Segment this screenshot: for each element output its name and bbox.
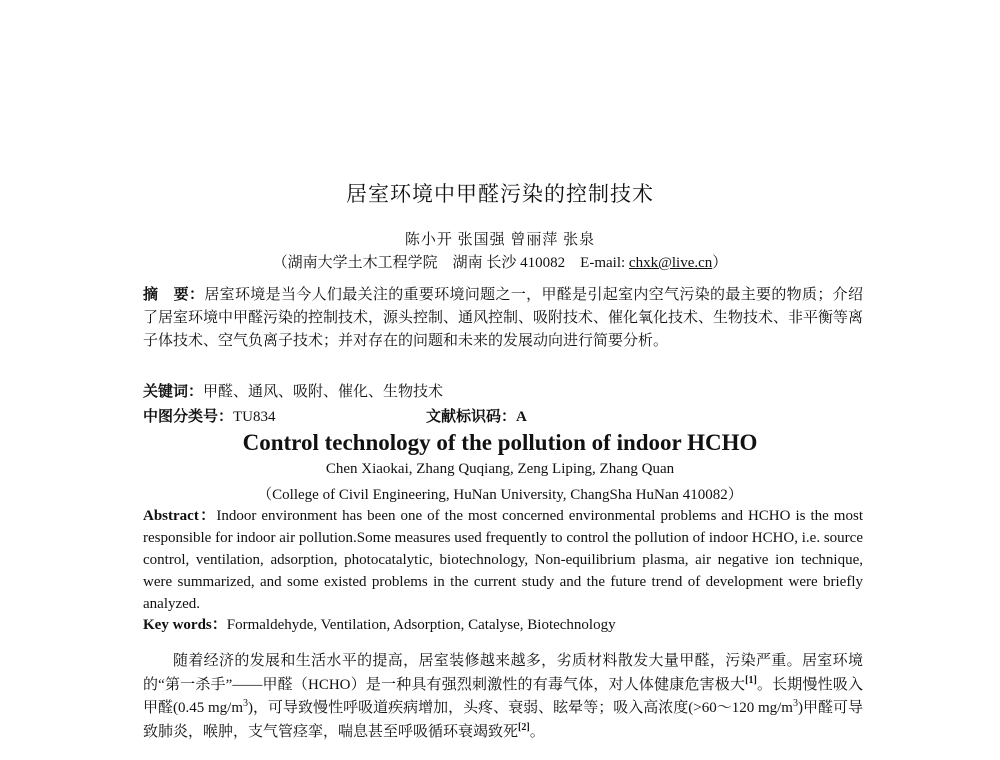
english-affiliation: （College of Civil Engineering, HuNan University, ChangSha HuNan 410082）	[257, 487, 743, 503]
chinese-title: 居室环境中甲醛污染的控制技术	[346, 182, 654, 206]
reference-2[interactable]: [2]	[518, 721, 530, 733]
author-email-link[interactable]: chxk@live.cn	[628, 255, 713, 271]
chinese-keywords	[143, 381, 863, 403]
english-keywords-text: Formaldehyde, Ventilation, Adsorption, Catalyse, Biotechnology	[226, 617, 616, 633]
body-text-part: )，可导致慢性呼吸道疾病增加，头疼、衰弱、眩晕等；吸入高浓度(>60～120 mg/m	[248, 700, 793, 716]
english-title: Control technology of the pollution of indoor HCHO	[242, 430, 758, 455]
document-code-value: A	[516, 409, 527, 425]
body-paragraph	[143, 650, 863, 744]
chinese-affiliation-text: （湖南大学土木工程学院 湖南 长沙 410082 E-mail:	[272, 255, 629, 271]
classification-line	[143, 406, 863, 428]
body-text-part: 。长期慢性吸入甲醛(0.45 mg/m	[143, 676, 863, 716]
english-abstract-label: Abstract：	[143, 508, 217, 524]
chinese-keywords-label: 关键词：	[143, 384, 204, 400]
body-text-part: 。	[529, 723, 545, 740]
document-code	[426, 406, 527, 428]
superscript-3: 3	[243, 698, 249, 709]
chinese-authors: 陈小开 张国强 曾丽萍 张泉	[404, 232, 596, 248]
body-text-part: 随着经济的发展和生活水平的提高，居室装修越来越多，劣质材料散发大量甲醛，污染严重。居室环境的“第一杀手”——甲醛（HCHO）是一种具有强烈刺激性的有毒气体，对人体健康危害极大	[143, 653, 863, 693]
classification-label: 中图分类号：	[143, 409, 234, 425]
english-keywords	[143, 614, 863, 636]
english-abstract	[143, 505, 863, 615]
chinese-affiliation-close: ）	[712, 255, 728, 271]
english-abstract-text: Indoor environment has been one of the most concerned environmental problems and HCHO is the most responsible for indoor air pollution.Some measures used frequently to control the pollution of indoor HCHO, i.e. source control, ventilation, adsorption, photocatalytic, biotechnology, Non-equilibrium plasma, air negative ion technique, were summarized, and some existed problems in the current study and the future trend of development were briefly analyzed.	[143, 508, 863, 612]
english-authors: Chen Xiaokai, Zhang Quqiang, Zeng Liping, Zhang Quan	[325, 461, 675, 477]
chinese-abstract-text: 居室环境是当今人们最关注的重要环境问题之一，甲醛是引起室内空气污染的最主要的物质；介绍了居室环境中甲醛污染的控制技术，源头控制、通风控制、吸附技术、催化氧化技术、生物技术、非平衡等离子体技术、空气负离子技术；并对存在的问题和未来的发展动向进行简要分析。	[143, 287, 864, 349]
chinese-affiliation	[0, 251, 1000, 272]
english-keywords-label: Key words：	[143, 617, 227, 633]
superscript-3: 3	[792, 698, 798, 709]
chinese-abstract-label: 摘 要：	[143, 287, 205, 303]
document-code-label: 文献标识码：	[426, 409, 517, 425]
body-text-part: )甲醛可导致肺炎，喉肿，支气管痉挛，喘息甚至呼吸循环衰竭致死	[143, 700, 863, 740]
classification-value: TU834	[233, 409, 276, 425]
chinese-keywords-text: 甲醛、通风、吸附、催化、生物技术	[203, 384, 444, 400]
reference-1[interactable]: [1]	[745, 674, 757, 686]
chinese-abstract	[143, 284, 863, 353]
